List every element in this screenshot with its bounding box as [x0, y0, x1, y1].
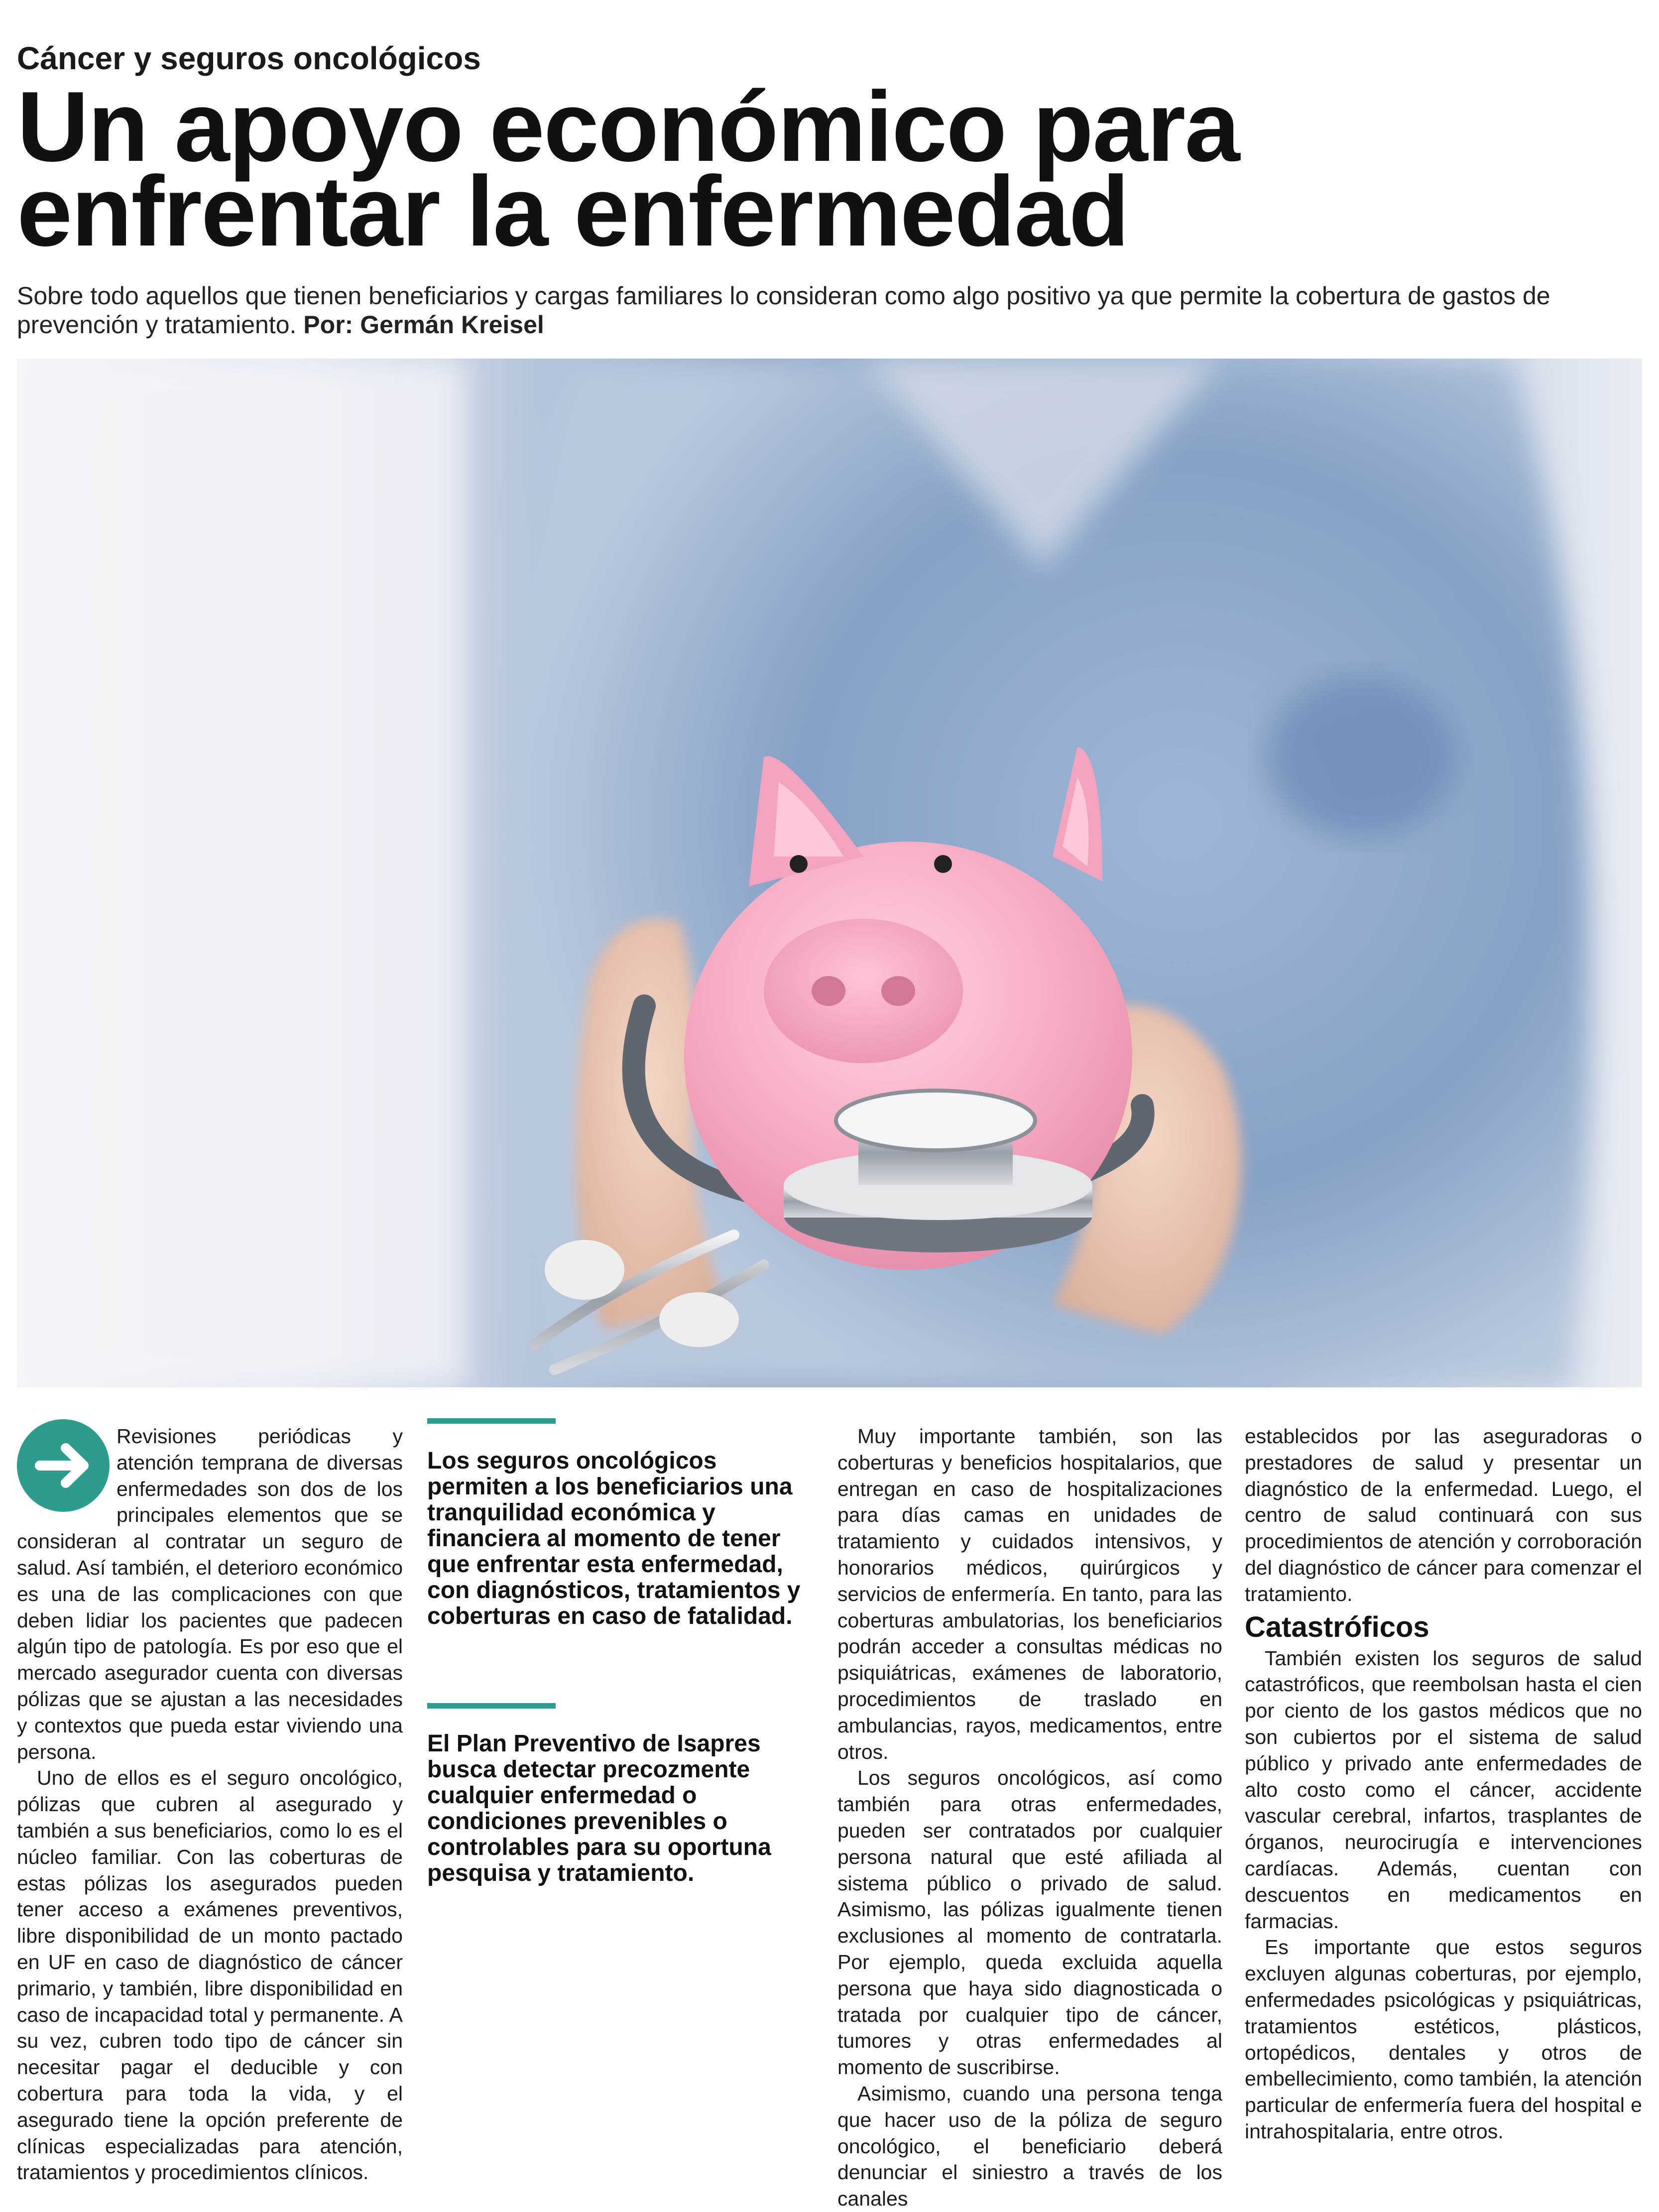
body-paragraph: También existen los seguros de salud catastróficos, que reembolsan hasta el cien por ciento de los gastos médicos que no son cubiertos por el sistema de salud público y privado ante enfermedades de alto costo como el cáncer, accidente vascular cerebral, infartos, trasplantes de órganos, neurocirugía e intervenciones cardíacas. Además, cuentan con descuentos en medicamentos en farmacias.: [1245, 1646, 1642, 1933]
byline: Por: Germán Kreisel: [303, 311, 544, 339]
deck-text: Sobre todo aquellos que tienen beneficiarios y cargas familiares lo consideran como algo positivo ya que permite la cobertura de gastos de prevención y tratamiento.: [17, 282, 1550, 339]
deck: [17, 281, 1640, 339]
kicker: Cáncer y seguros oncológicos: [17, 40, 481, 76]
body-column-1: [17, 1423, 403, 2186]
body-paragraph: Es importante que estos seguros excluyen algunas coberturas, por ejemplo, enfermedades psicológicas y psiquiátricas, tratamientos estéticos, plásticos, ortopédicos, dentales y otros de embellecimiento, como también, la atención particular de enfermería fuera del hospital e intrahospitalaria, entre otros.: [1245, 1936, 1642, 2143]
body-column-3: [837, 1423, 1222, 2212]
pullquote-1: Los seguros oncológicos permiten a los beneficiarios una tranquilidad económica y financiera al momento de tener que enfrentar esta enfermedad, con diagnósticos, tratamientos y coberturas en caso de fatalidad.: [427, 1448, 801, 1629]
body-paragraph: Revisiones periódicas y atención temprana de diversas enfermedades son dos de los principales elementos que se consideran al contratar un seguro de salud. Así también, el deterioro económico es una de las complicaciones con que deben lidiar los pacientes que padecen algún tipo de patología. Es por eso que el mercado asegurador cuenta con diversas pólizas que se ajustan a las necesidades y contextos que pueda estar viviendo una persona.: [17, 1425, 403, 1763]
section-subhead: Catastróficos: [1245, 1610, 1429, 1643]
headline-line-1: Un apoyo económico para: [17, 71, 1239, 182]
body-paragraph: Los seguros oncológicos, así como también para otras enfermedades, pueden ser contratados por cualquier persona natural que esté afiliada al sistema público o privado de salud. Asimismo, las pólizas igualmente tienen exclusiones al momento de contratarla. Por ejemplo, queda excluida aquella persona que haya sido diagnosticada o tratada por cualquier tipo de cáncer, tumores y otras enfermedades al momento de suscribirse.: [837, 1766, 1222, 2079]
body-paragraph: Asimismo, cuando una persona tenga que hacer uso de la póliza de seguro oncológico, el beneficiario deberá denunciar el siniestro a través de los canales: [837, 2082, 1222, 2211]
piggy-bank-stethoscope-photo: [17, 359, 1642, 1387]
body-paragraph: Uno de ellos es el seguro oncológico, pólizas que cubren al asegurado y también a sus beneficiarios, como lo es el núcleo familiar. Con las coberturas de estas pólizas los asegurados pueden tener acceso a exámenes preventivos, libre disponibilidad de un monto pactado en UF en caso de diagnóstico de cáncer primario, y también, libre disponibilidad en caso de incapacidad total y permanente. A su vez, cubren todo tipo de cáncer sin necesitar pagar el deducible y con cobertura para toda la vida, y el asegurado tiene la opción preferente de clínicas especializadas para atención, tratamientos y procedimientos clínicos.: [17, 1766, 403, 2184]
pullquote-rule: [427, 1418, 556, 1424]
photo-illustration: [17, 359, 1642, 1387]
pullquote-2: El Plan Preventivo de Isapres busca detectar precozmente cualquier enfermedad o condiciones prevenibles o controlables para su oportuna pesquisa y tratamiento.: [427, 1730, 771, 1886]
pullquote-rule: [427, 1703, 556, 1709]
headline: [17, 71, 1640, 267]
body-paragraph: Muy importante también, son las coberturas y beneficios hospitalarios, que entregan en caso de hospitalizaciones para días camas en unidades de tratamiento y cuidados intensivos, y honorarios médicos, quirúrgicos y servicios de enfermería. En tanto, para las coberturas ambulatorias, los beneficiarios podrán acceder a consultas médicas no psiquiátricas, exámenes de laboratorio, procedimientos de traslado en ambulancias, rayos, medicamentos, entre otros.: [837, 1425, 1222, 1763]
body-column-4: [1245, 1423, 1642, 2145]
body-paragraph: establecidos por las aseguradoras o prestadores de salud y presentar un diagnóstico de la enfermedad. Luego, el centro de salud continuará con sus procedimientos de atención y corroboración del diagnóstico de cáncer para comenzar el tratamiento.: [1245, 1425, 1642, 1605]
headline-line-2: enfrentar la enfermedad: [17, 156, 1129, 267]
